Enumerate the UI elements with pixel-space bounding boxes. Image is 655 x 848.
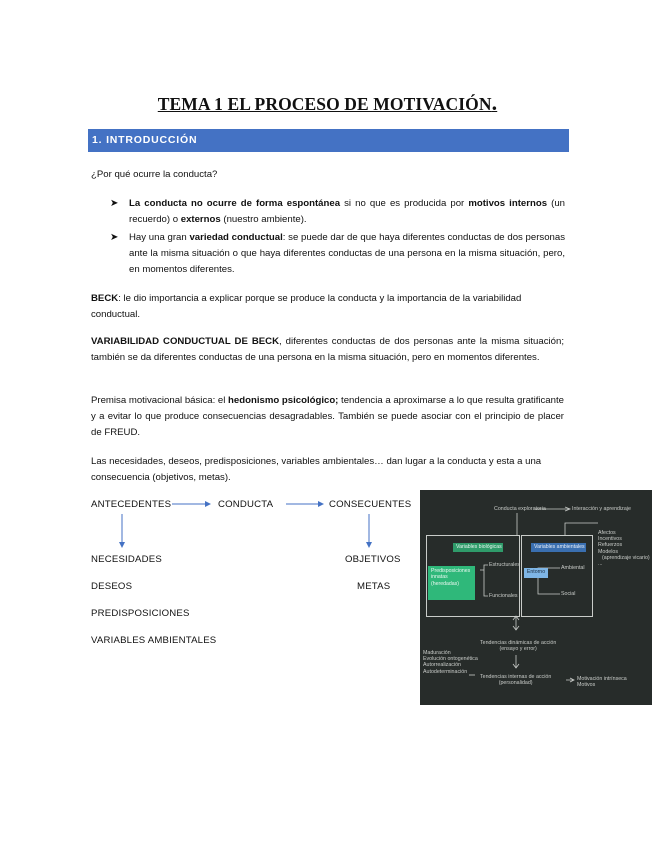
label-consecuentes: CONSECUENTES — [329, 499, 412, 510]
page-title: TEMA 1 EL PROCESO DE MOTIVACIÓN. — [157, 90, 498, 115]
label-antecedentes: ANTECEDENTES — [91, 499, 172, 510]
label-metas: METAS — [357, 581, 391, 592]
fig-left-list: Maduración Evolución ontogenética Autorrealización Autodeterminación — [423, 650, 478, 675]
label-objetivos: OBJETIVOS — [345, 554, 401, 565]
bullet-item-2: ➤ Hay una gran variedad conductual: se puede dar de que haya diferentes conductas de dos personas ante la misma situación o que haya diferentes conductas de una persona en la misma situación, pero, en momentos diferentes. — [110, 232, 566, 276]
arrow-bullet-icon: ➤ — [110, 232, 119, 243]
fig-funcionales: Funcionales — [489, 593, 518, 599]
fig-social: Social — [561, 591, 576, 597]
fig-predisposiciones: Predisposiciones innatas (heredadas) — [428, 566, 475, 600]
label-conducta: CONDUCTA — [218, 499, 274, 510]
fig-motivacion: Motivación intrínseca Motivos — [577, 676, 627, 689]
fig-interaccion: Interacción y aprendizaje — [572, 506, 631, 512]
fig-right-list: Afectos Incentivos Refuerzos Modelos (aprendizaje vicario) ... — [598, 530, 650, 568]
section-label: 1. INTRODUCCIÓN — [92, 134, 198, 146]
fig-variables-biologicas: Variables biológicas — [453, 543, 503, 552]
variabilidad-paragraph: VARIABILIDAD CONDUCTUAL DE BECK, diferentes conductas de dos personas ante la misma situación; también se da diferentes conductas de una persona en la misma situación, pero en momentos diferentes. — [91, 336, 564, 363]
fig-estructurales: Estructurales — [489, 562, 520, 568]
motivation-diagram-image — [420, 490, 652, 705]
fig-conducta-exploratoria: Conducta exploratoria — [494, 506, 546, 512]
question-text: ¿Por qué ocurre la conducta? — [91, 169, 218, 180]
arrow-bullet-icon: ➤ — [110, 198, 119, 209]
label-necesidades: NECESIDADES — [91, 554, 162, 565]
fig-tendencias-internas: Tendencias internas de acción (personalidad) — [480, 674, 552, 687]
bullet-item-1: ➤ La conducta no ocurre de forma espontánea si no que es producida por motivos internos (un recuerdo) o externos (nuestro ambiente). — [110, 198, 565, 226]
fig-ambiental: Ambiental — [561, 565, 585, 571]
fig-entorno: Entorno — [524, 568, 548, 578]
necesidades-paragraph: Las necesidades, deseos, predisposiciones, variables ambientales… dan lugar a la conducta y esta a una consecuencia (objetivos, metas). — [91, 456, 542, 483]
label-predisposiciones: PREDISPOSICIONES — [91, 608, 190, 619]
label-variables-ambientales: VARIABLES AMBIENTALES — [91, 635, 217, 646]
fig-variables-ambientales: Variables ambientales — [531, 543, 586, 552]
beck-paragraph: BECK: le dio importancia a explicar porque se produce la conducta y la importancia de la variabilidad conductual. — [91, 293, 522, 320]
fig-tendencias-dinamicas: Tendencias dinámicas de acción (ensayo y error) — [480, 640, 557, 653]
premisa-paragraph: Premisa motivacional básica: el hedonismo psicológico; tendencia a aproximarse a lo que resulta gratificante y a evitar lo que produce consecuencias desagradables. También se puede asociar con el principio de placer de FREUD. — [91, 395, 564, 438]
label-deseos: DESEOS — [91, 581, 133, 592]
